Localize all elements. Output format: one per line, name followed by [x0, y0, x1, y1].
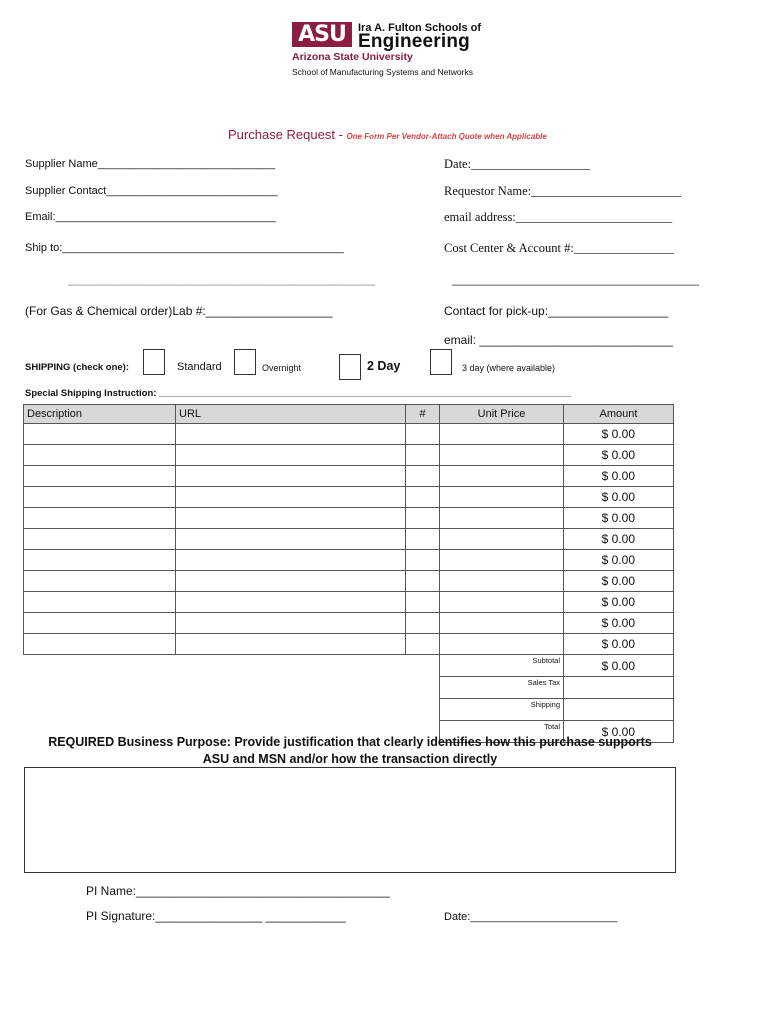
pickup-email-field[interactable]: email: _____________________________ [444, 333, 673, 347]
three-day-checkbox[interactable] [430, 349, 452, 375]
amount-cell: $ 0.00 [564, 634, 674, 655]
description-cell[interactable] [24, 529, 176, 550]
table-header-row [24, 405, 674, 424]
quantity-cell[interactable] [406, 613, 440, 634]
description-cell[interactable] [24, 613, 176, 634]
unit-price-cell[interactable] [440, 529, 564, 550]
unit-price-cell[interactable] [440, 487, 564, 508]
url-cell[interactable] [176, 529, 406, 550]
url-cell[interactable] [176, 466, 406, 487]
form-title-main: Purchase Request - [228, 127, 347, 142]
three-day-label: 3 day (where available) [462, 363, 556, 373]
amount-cell: $ 0.00 [564, 550, 674, 571]
url-cell[interactable] [176, 634, 406, 655]
pi-signature-field[interactable]: PI Signature:________________ ____________ [86, 909, 346, 923]
date-field[interactable]: Date:___________________ [444, 157, 590, 171]
amount-cell: $ 0.00 [564, 466, 674, 487]
overnight-checkbox[interactable] [234, 349, 256, 375]
items-table [23, 404, 674, 743]
signature-date-field[interactable]: Date:________________________ [444, 911, 618, 923]
amount-cell: $ 0.00 [564, 592, 674, 613]
special-shipping-field[interactable]: Special Shipping Instruction: ______________________________________________________________________________ [25, 388, 572, 399]
engineering-wordmark: Engineering [358, 31, 470, 52]
two-day-checkbox[interactable] [339, 354, 361, 380]
col-unit-price: Unit Price [440, 405, 564, 424]
amount-cell: $ 0.00 [564, 445, 674, 466]
unit-price-cell[interactable] [440, 550, 564, 571]
cost-center-line2[interactable]: _____________________________________ [452, 272, 699, 286]
requestor-name-field[interactable]: Requestor Name:________________________ [444, 184, 682, 198]
table-row [24, 571, 674, 592]
unit-price-cell[interactable] [440, 571, 564, 592]
quantity-cell[interactable] [406, 550, 440, 571]
table-row [24, 529, 674, 550]
department-name: School of Manufacturing Systems and Networks [292, 67, 473, 77]
email-address-field[interactable]: email address:_________________________ [444, 210, 673, 224]
col-url: URL [176, 405, 406, 424]
shipping-cost-cell[interactable] [564, 699, 674, 721]
description-cell[interactable] [24, 592, 176, 613]
description-cell[interactable] [24, 445, 176, 466]
amount-cell: $ 0.00 [564, 424, 674, 445]
unit-price-cell[interactable] [440, 613, 564, 634]
table-row [24, 550, 674, 571]
table-row [24, 508, 674, 529]
quantity-cell[interactable] [406, 592, 440, 613]
shipping-label: SHIPPING (check one): [25, 362, 129, 373]
sales-tax-label: Sales Tax [440, 677, 564, 699]
quantity-cell[interactable] [406, 571, 440, 592]
sales-tax-row [24, 677, 674, 699]
unit-price-cell[interactable] [440, 424, 564, 445]
quantity-cell[interactable] [406, 424, 440, 445]
shipping-cost-label: Shipping [440, 699, 564, 721]
contact-pickup-field[interactable]: Contact for pick-up:__________________ [444, 304, 669, 318]
business-purpose-line1: REQUIRED Business Purpose: Provide justification that clearly identifies how this purchase supports [48, 735, 652, 749]
pi-name-field[interactable]: PI Name:______________________________________ [86, 884, 390, 898]
email-field[interactable]: Email:____________________________________ [25, 211, 276, 223]
standard-label: Standard [177, 361, 222, 373]
amount-cell: $ 0.00 [564, 529, 674, 550]
url-cell[interactable] [176, 550, 406, 571]
table-row [24, 634, 674, 655]
school-line: Ira A. Fulton Schools of [358, 22, 482, 34]
description-cell[interactable] [24, 424, 176, 445]
url-cell[interactable] [176, 592, 406, 613]
table-row [24, 445, 674, 466]
supplier-name-field[interactable]: Supplier Name_____________________________ [25, 158, 276, 170]
col-amount: Amount [564, 405, 674, 424]
table-row [24, 424, 674, 445]
description-cell[interactable] [24, 508, 176, 529]
business-purpose-textarea[interactable] [24, 767, 676, 873]
url-cell[interactable] [176, 571, 406, 592]
description-cell[interactable] [24, 571, 176, 592]
url-cell[interactable] [176, 487, 406, 508]
quantity-cell[interactable] [406, 634, 440, 655]
quantity-cell[interactable] [406, 487, 440, 508]
ship-to-field[interactable]: Ship to:______________________________________________ [25, 242, 344, 254]
form-title [228, 127, 547, 142]
subtotal-row [24, 655, 674, 677]
unit-price-cell[interactable] [440, 508, 564, 529]
col-description: Description [24, 405, 176, 424]
amount-cell: $ 0.00 [564, 508, 674, 529]
table-row [24, 592, 674, 613]
standard-checkbox[interactable] [143, 349, 165, 375]
unit-price-cell[interactable] [440, 445, 564, 466]
url-cell[interactable] [176, 508, 406, 529]
overnight-label: Overnight [262, 363, 302, 373]
university-name: Arizona State University [292, 51, 413, 63]
col-quantity: # [406, 405, 440, 424]
subtotal-label: Subtotal [440, 655, 564, 677]
description-cell[interactable] [24, 466, 176, 487]
table-row [24, 613, 674, 634]
quantity-cell[interactable] [406, 508, 440, 529]
amount-cell: $ 0.00 [564, 613, 674, 634]
description-cell[interactable] [24, 487, 176, 508]
subtotal-value: $ 0.00 [564, 655, 674, 677]
lab-number-field[interactable]: (For Gas & Chemical order)Lab #:___________________ [25, 304, 333, 318]
amount-cell: $ 0.00 [564, 571, 674, 592]
quantity-cell[interactable] [406, 466, 440, 487]
form-title-sub: One Form Per Vendor-Attach Quote when Applicable [346, 132, 547, 141]
business-purpose-line2: ASU and MSN and/or how the transaction directly [202, 752, 498, 766]
unit-price-cell[interactable] [440, 634, 564, 655]
shipping-row [24, 699, 674, 721]
url-cell[interactable] [176, 445, 406, 466]
unit-price-cell[interactable] [440, 466, 564, 487]
url-cell[interactable] [176, 613, 406, 634]
description-cell[interactable] [24, 634, 176, 655]
ship-to-line2[interactable]: ______________________________________________ [68, 272, 375, 286]
quantity-cell[interactable] [406, 445, 440, 466]
supplier-contact-field[interactable]: Supplier Contact____________________________ [25, 185, 278, 197]
total-value: $ 0.00 [564, 721, 674, 743]
asu-logo-mark: ASU [292, 22, 352, 47]
two-day-label: 2 Day [367, 359, 401, 373]
table-row [24, 487, 674, 508]
table-row [24, 466, 674, 487]
total-label: Total [440, 721, 564, 743]
sales-tax-cell[interactable] [564, 677, 674, 699]
amount-cell: $ 0.00 [564, 487, 674, 508]
description-cell[interactable] [24, 550, 176, 571]
cost-center-field[interactable]: Cost Center & Account #:________________ [444, 241, 674, 255]
url-cell[interactable] [176, 424, 406, 445]
unit-price-cell[interactable] [440, 592, 564, 613]
quantity-cell[interactable] [406, 529, 440, 550]
